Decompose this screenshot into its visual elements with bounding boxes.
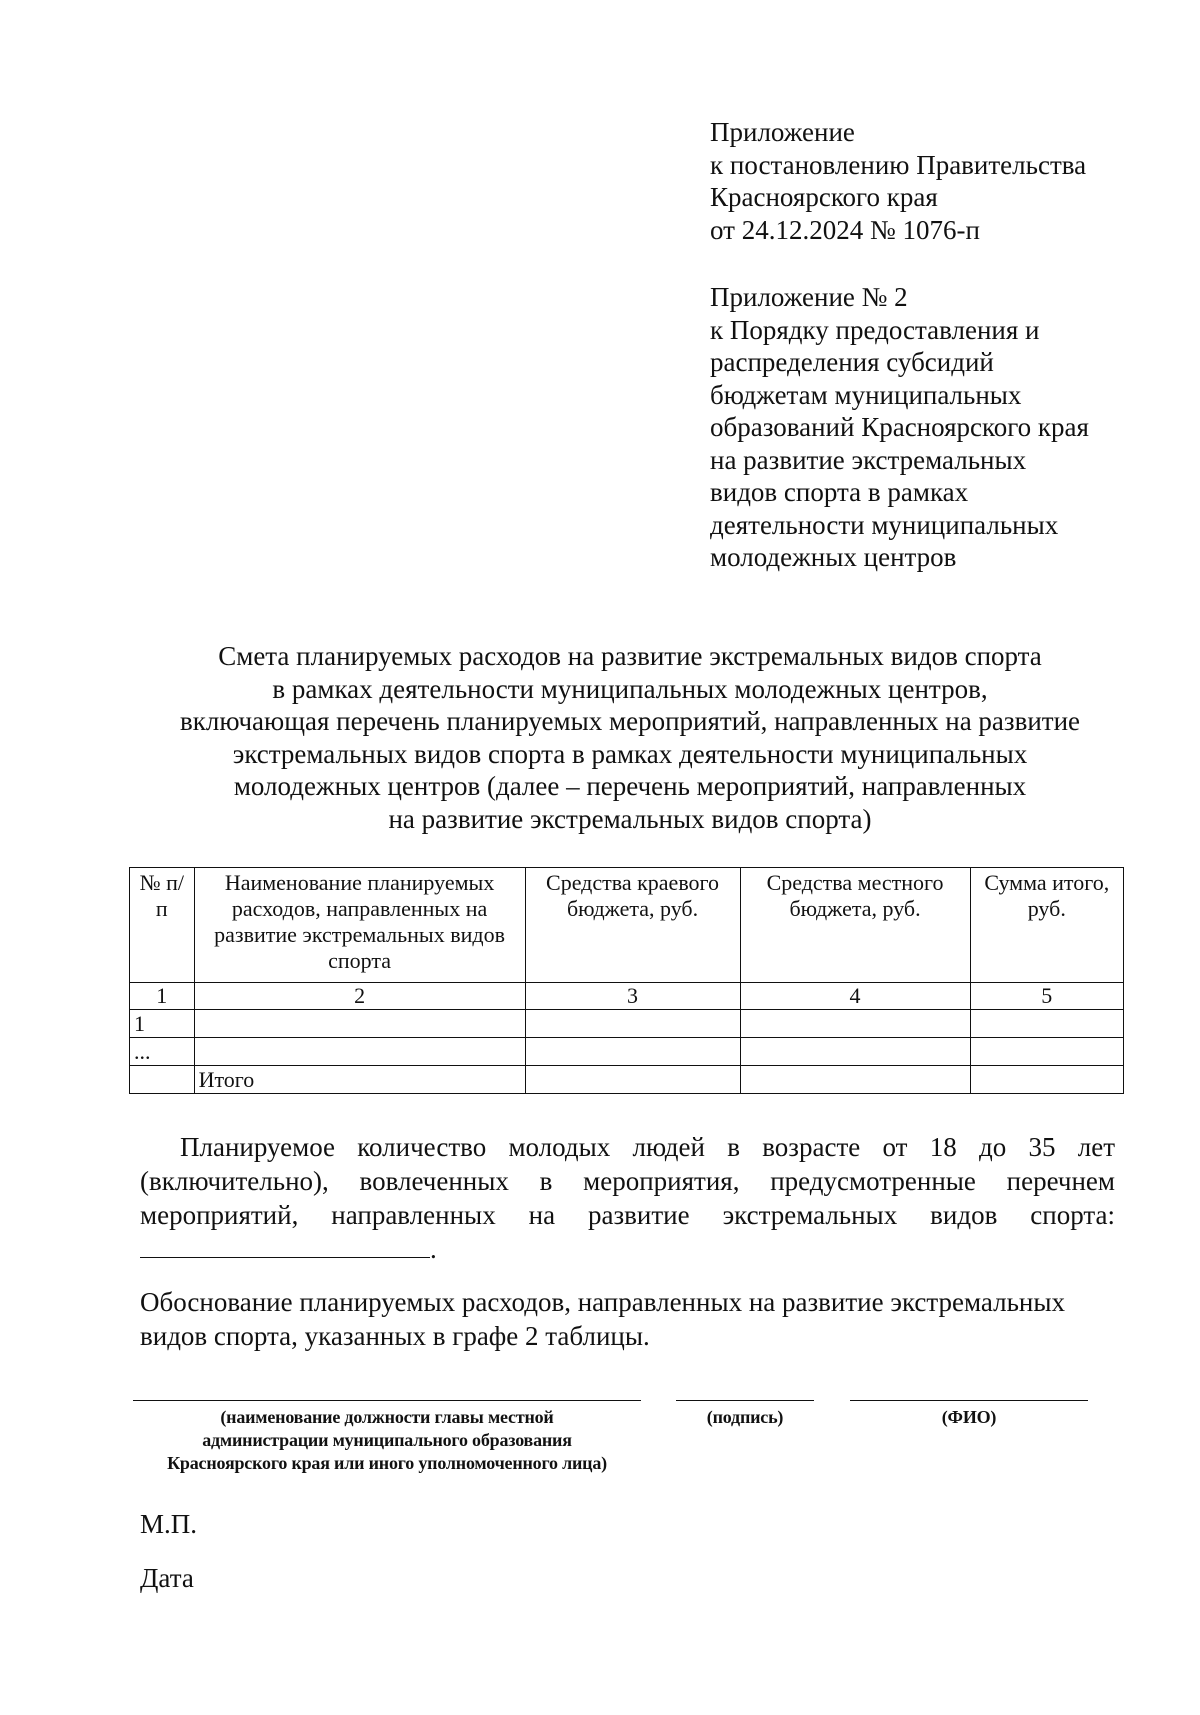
- appendix-2-line: молодежных центров: [710, 542, 957, 572]
- estimate-table: [129, 867, 1124, 1094]
- position-caption-line: администрации муниципального образования: [202, 1430, 572, 1450]
- appendix-2-line: к Порядку предоставления и: [710, 314, 1040, 345]
- position-caption-line: Красноярского края или иного уполномоченного лица): [167, 1453, 607, 1473]
- justification-line: видов спорта, указанных в графе 2 таблицы.: [140, 1321, 650, 1351]
- table-cell: [970, 1038, 1123, 1066]
- position-signature-line[interactable]: [133, 1400, 641, 1401]
- title-line: включающая перечень планируемых мероприятий, направленных на развитие: [179, 706, 1081, 736]
- table-header-row: [130, 868, 1124, 983]
- header-total: Сумма итого, руб.: [970, 868, 1123, 983]
- name-caption: (ФИО): [941, 1407, 997, 1427]
- appendix-header-line: к постановлению Правительства: [710, 149, 1087, 180]
- title-line: молодежных центров (далее – перечень мероприятий, направленных: [233, 771, 1027, 801]
- stamp-label: М.П.: [140, 1509, 198, 1539]
- title-line: экстремальных видов спорта в рамках деятельности муниципальных: [232, 738, 1028, 769]
- appendix-2-line: видов спорта в рамках: [710, 477, 969, 507]
- appendix-2-line: деятельности муниципальных: [710, 509, 1059, 540]
- appendix-2-line: распределения субсидий: [710, 347, 994, 377]
- column-number: 4: [740, 983, 970, 1010]
- column-number-row: [130, 983, 1124, 1010]
- table-cell: [970, 1066, 1123, 1094]
- table-cell: 1: [130, 1010, 195, 1038]
- column-number: 1: [130, 983, 195, 1010]
- appendix-2-header: [710, 281, 1170, 574]
- position-caption: [133, 1406, 641, 1475]
- appendix-2-line: на развитие экстремальных: [710, 444, 1027, 475]
- participants-text: Планируемое количество молодых людей в возрасте от 18 до 35 лет (включительно), вовлеченных в мероприятия, предусмотренные перечнем мероприятий, направленных на развитие экстремальных видов спорта:: [140, 1132, 1115, 1230]
- column-number: 3: [525, 983, 740, 1010]
- title-line: Смета планируемых расходов на развитие экстремальных видов спорта: [218, 641, 1042, 671]
- blank-fill-field[interactable]: [140, 1235, 430, 1258]
- fill-terminator: .: [430, 1234, 437, 1264]
- document-title: [90, 640, 1170, 835]
- column-number: 2: [194, 983, 525, 1010]
- sign-caption: (подпись): [706, 1407, 784, 1427]
- appendix-2-line: бюджетам муниципальных: [710, 379, 1022, 410]
- appendix-header: [710, 116, 1170, 246]
- appendix-2-line: образований Красноярского края: [710, 412, 1089, 442]
- table-cell: [525, 1038, 740, 1066]
- table-cell: [130, 1066, 195, 1094]
- table-row: [130, 1038, 1124, 1066]
- position-caption-line: (наименование должности главы местной: [220, 1407, 554, 1427]
- header-expense-name: Наименование планируемых расходов, направленных на развитие экстремальных видов спорта: [194, 868, 525, 983]
- title-line: в рамках деятельности муниципальных молодежных центров,: [272, 673, 988, 704]
- table-cell: [740, 1066, 970, 1094]
- table-cell: ...: [130, 1038, 195, 1066]
- table-row: [130, 1010, 1124, 1038]
- date-label: Дата: [140, 1563, 194, 1593]
- header-regional-budget: Средства краевого бюджета, руб.: [525, 868, 740, 983]
- participants-fill-line: [140, 1232, 1115, 1266]
- justification-paragraph: [140, 1285, 1115, 1353]
- appendix-2-line: Приложение № 2: [710, 282, 908, 312]
- table-cell: [740, 1038, 970, 1066]
- table-cell: [525, 1066, 740, 1094]
- appendix-header-line: Красноярского края: [710, 182, 938, 212]
- table-cell: [194, 1038, 525, 1066]
- table-total-row: [130, 1066, 1124, 1094]
- title-line: на развитие экстремальных видов спорта): [388, 803, 872, 834]
- name-signature-line[interactable]: [850, 1400, 1088, 1401]
- table-cell: [970, 1010, 1123, 1038]
- table-cell: [194, 1010, 525, 1038]
- appendix-header-line: от 24.12.2024 № 1076-п: [710, 214, 980, 245]
- appendix-header-line: Приложение: [710, 117, 855, 147]
- justification-line: Обоснование планируемых расходов, направленных на развитие экстремальных: [140, 1287, 1065, 1317]
- table-cell: [525, 1010, 740, 1038]
- sign-signature-line[interactable]: [676, 1400, 814, 1401]
- table-cell: [740, 1010, 970, 1038]
- total-label: Итого: [194, 1066, 525, 1094]
- participants-paragraph: [140, 1130, 1115, 1266]
- header-local-budget: Средства местного бюджета, руб.: [740, 868, 970, 983]
- header-number: № п/п: [130, 868, 195, 983]
- column-number: 5: [970, 983, 1123, 1010]
